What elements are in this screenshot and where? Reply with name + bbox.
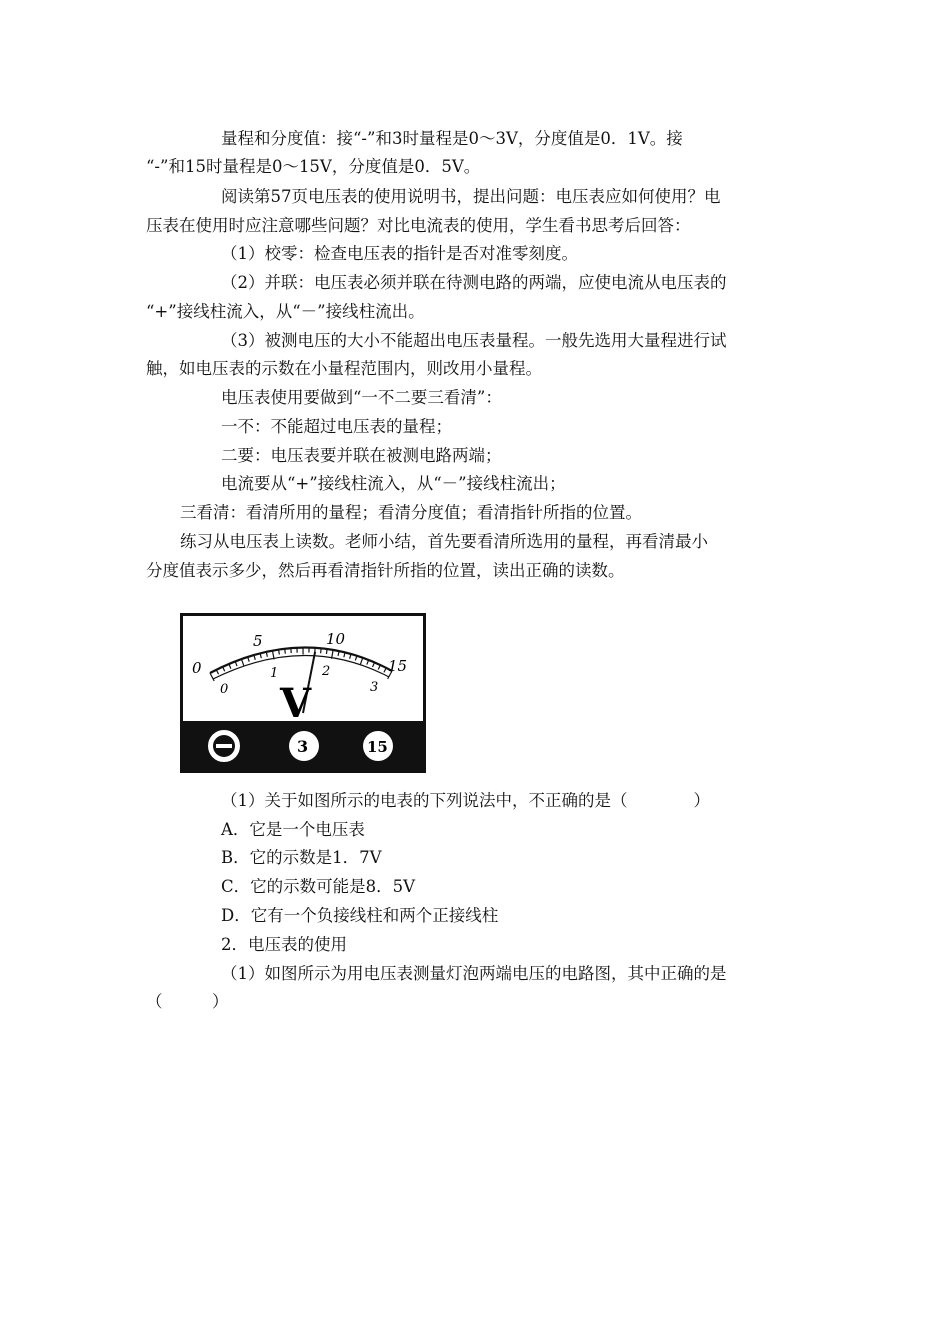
upper-scale-label: 5 (253, 632, 263, 650)
upper-scale-label: 0 (192, 659, 202, 677)
minus-sign (216, 744, 232, 748)
terminal-3-label: 3 (297, 737, 309, 756)
scale-tick (326, 649, 327, 654)
text-line: 触，如电压表的示数在小量程范围内，则改用小量程。 (146, 359, 542, 378)
scale-tick (279, 650, 280, 655)
text-line: 阅读第57页电压表的使用说明书，提出问题：电压表应如何使用？电 (221, 187, 721, 206)
voltmeter-figure (180, 613, 426, 773)
lower-scale-label: 3 (370, 680, 379, 695)
text-line: 二要：电压表要并联在被测电路两端； (221, 446, 502, 465)
text-line: （1）校零：检查电压表的指针是否对准零刻度。 (221, 244, 578, 263)
upper-scale-label: 10 (326, 630, 346, 648)
answer-blank: （ ） (146, 992, 229, 1011)
option-c: C．它的示数可能是8．5V (221, 877, 416, 896)
option-d: D．它有一个负接线柱和两个正接线柱 (221, 906, 499, 925)
text-line: 电压表使用要做到“一不二要三看清”： (221, 388, 502, 407)
text-line: 分度值表示多少，然后再看清指针所指的位置，读出正确的读数。 (146, 561, 625, 580)
text-line: “+”接线柱流入，从“－”接线柱流出。 (146, 302, 425, 321)
upper-scale-label: 15 (388, 657, 408, 675)
option-a: A．它是一个电压表 (221, 820, 365, 839)
scale-tick (285, 649, 286, 654)
text-line: （3）被测电压的大小不能超出电压表量程。一般先选用大量程进行试 (221, 331, 727, 350)
text-line: 量程和分度值：接“-”和3时量程是0～3V，分度值是0．1V。接 (221, 129, 683, 148)
text-line: 压表在使用时应注意哪些问题？对比电流表的使用，学生看书思考后回答： (146, 216, 691, 235)
text-line: 三看清：看清所用的量程；看清分度值；看清指针所指的位置。 (180, 503, 642, 522)
question-stem: （1）如图所示为用电压表测量灯泡两端电压的电路图，其中正确的是 (221, 964, 727, 983)
section-heading: 2．电压表的使用 (221, 935, 347, 954)
text-line: “-”和15时量程是0～15V，分度值是0．5V。 (146, 157, 481, 176)
lower-scale-label: 1 (270, 666, 279, 681)
lower-scale-label: 2 (322, 664, 331, 679)
meter-symbol: V (280, 680, 312, 727)
text-line: 一不：不能超过电压表的量程； (221, 417, 452, 436)
option-b: B．它的示数是1．7V (221, 848, 382, 867)
lower-scale-label: 0 (220, 682, 229, 697)
text-line: 电流要从“+”接线柱流入，从“－”接线柱流出； (221, 474, 566, 493)
text-line: 练习从电压表上读数。老师小结，首先要看清所选用的量程，再看清最小 (180, 532, 708, 551)
terminal-15-label: 15 (367, 738, 388, 756)
question-stem: （1）关于如图所示的电表的下列说法中，不正确的是（ ） (221, 791, 710, 810)
text-line: （2）并联：电压表必须并联在待测电路的两端，应使电流从电压表的 (221, 273, 727, 292)
